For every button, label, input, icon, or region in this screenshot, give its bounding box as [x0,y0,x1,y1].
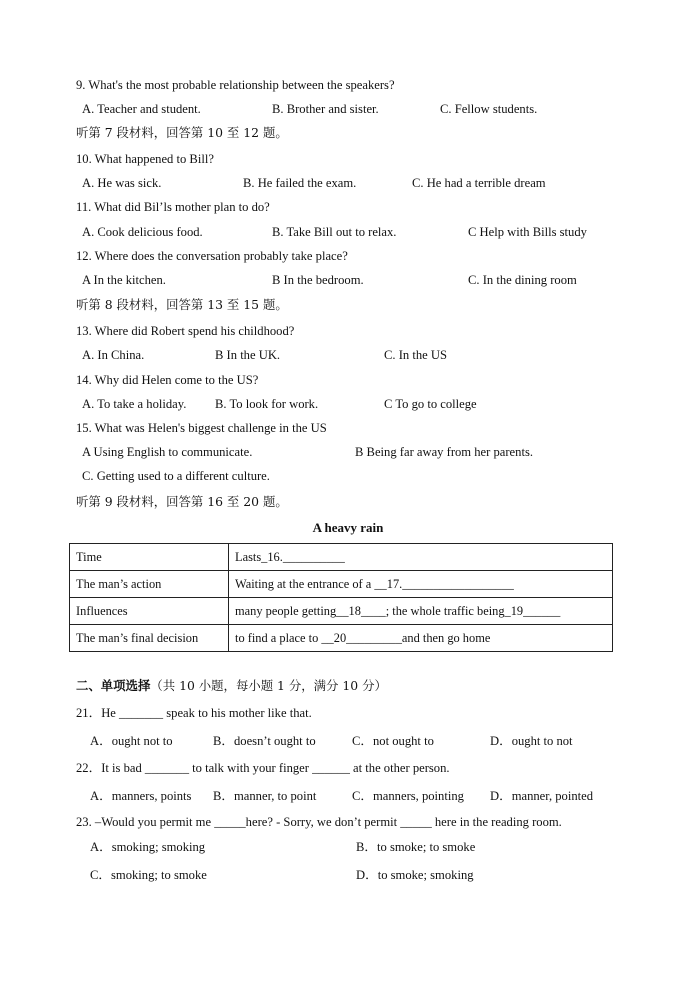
question-9: 9. What's the most probable relationship between the speakers? [76,78,395,92]
table-row [70,598,613,625]
question-14: 14. Why did Helen come to the US? [76,373,259,387]
q12-option-c: C. In the dining room [468,273,577,287]
question-12: 12. Where does the conversation probably take place? [76,249,348,263]
q10-option-c: C. He had a terrible dream [412,176,546,190]
question-23: 23. –Would you permit me _____here? - Sorry, we don’t permit _____ here in the reading room. [76,815,562,829]
q22-option-a: A．manners, points [90,789,192,803]
table-title: A heavy rain [312,520,384,535]
q13-option-b: B In the UK. [215,348,281,362]
table-cell-key: The man’s action [70,571,229,598]
q12-option-b: B In the bedroom. [272,273,364,287]
section-7-instruction: 听第 7 段材料，回答第 10 至 12 题。 [76,125,288,140]
part-2-heading-line [76,678,387,694]
q9-option-c: C. Fellow students. [440,102,538,116]
q21-option-d: D．ought to not [490,734,573,748]
q9-option-b: B. Brother and sister. [272,102,379,116]
q13-option-c: C. In the US [384,348,447,362]
q9-option-a: A. Teacher and student. [82,102,201,116]
table-row [70,625,613,652]
q14-option-b: B. To look for work. [215,397,319,411]
q22-option-c: C．manners, pointing [352,789,464,803]
q22-option-d: D．manner, pointed [490,789,594,803]
section-9-instruction: 听第 9 段材料，回答第 16 至 20 题。 [76,494,288,509]
question-22: 22．It is bad _______ to talk with your finger ______ at the other person. [76,761,450,775]
table-row [70,544,613,571]
q23-option-d: D．to smoke; smoking [356,868,474,882]
question-11: 11. What did Bil’ls mother plan to do? [76,200,270,214]
q12-option-a: A In the kitchen. [82,273,166,287]
section-8-instruction: 听第 8 段材料，回答第 13 至 15 题。 [76,297,288,312]
q22-option-b: B．manner, to point [213,789,317,803]
q10-option-b: B. He failed the exam. [243,176,357,190]
table-cell-key: Time [70,544,229,571]
q11-option-c: C Help with Bills study [468,225,587,239]
question-10: 10. What happened to Bill? [76,152,214,166]
q15-option-a: A Using English to communicate. [82,445,253,459]
q13-option-a: A. In China. [82,348,145,362]
info-table [69,543,613,652]
table-cell-value: to find a place to __20_________and then go home [229,625,613,652]
question-15: 15. What was Helen's biggest challenge in the US [76,421,327,435]
part-2-heading: 二、单项选择 [76,678,151,693]
q11-option-a: A. Cook delicious food. [82,225,203,239]
q21-option-b: B．doesn’t ought to [213,734,316,748]
table-row [70,571,613,598]
q15-option-c: C. Getting used to a different culture. [82,469,270,483]
question-21: 21．He _______ speak to his mother like that. [76,706,312,720]
q14-option-a: A. To take a holiday. [82,397,187,411]
q23-option-c: C．smoking; to smoke [90,868,207,882]
table-cell-key: The man’s final decision [70,625,229,652]
table-cell-value: Waiting at the entrance of a __17.__________________ [229,571,613,598]
table-cell-key: Influences [70,598,229,625]
q23-option-b: B．to smoke; to smoke [356,840,476,854]
question-13: 13. Where did Robert spend his childhood? [76,324,295,338]
q11-option-b: B. Take Bill out to relax. [272,225,397,239]
q21-option-c: C．not ought to [352,734,434,748]
q15-option-b: B Being far away from her parents. [355,445,533,459]
table-cell-value: many people getting__18____; the whole traffic being_19______ [229,598,613,625]
table-cell-value: Lasts_16.__________ [229,544,613,571]
q21-option-a: A．ought not to [90,734,173,748]
part-2-note: （共 10 小题，每小题 1 分，满分 10 分） [150,678,387,693]
q23-option-a: A．smoking; smoking [90,840,206,854]
q10-option-a: A. He was sick. [82,176,162,190]
q14-option-c: C To go to college [384,397,477,411]
